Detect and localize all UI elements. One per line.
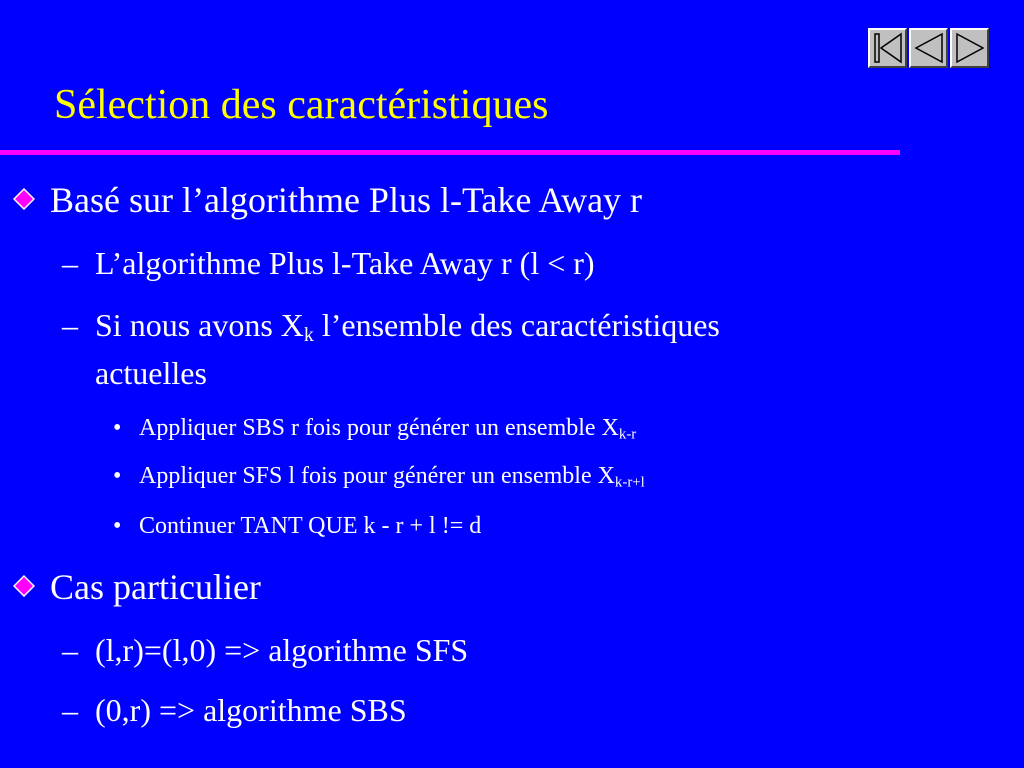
subscript: k-r [618,426,637,443]
bullet-level2-text: L’algorithme Plus l-Take Away r (l < r) [95,245,595,281]
dash-marker: – [62,307,78,343]
diamond-bullet-icon [13,575,35,597]
subscript: k [303,323,314,346]
dash-marker: – [62,245,78,281]
bullet-level3-text: Continuer TANT QUE k - r + l != d [139,513,482,539]
subscript: k-r+l [614,474,645,491]
dash-marker: – [62,692,78,728]
bullet-level2-continuation: actuelles [95,355,207,391]
dot-marker: • [113,513,122,539]
bullet-level2-text: (l,r)=(l,0) => algorithme SFS [95,632,469,668]
bullet-level3-text [139,415,637,443]
next-slide-icon [954,32,986,64]
text-segment: Appliquer SFS l fois pour générer un ensemble X [139,463,615,489]
bullet-level1-text: Cas particulier [50,567,261,607]
text-segment: Appliquer SBS r fois pour générer un ensemble X [139,415,619,441]
diamond-bullet-icon [13,188,35,210]
slide-title: Sélection des caractéristiques [54,82,549,128]
first-slide-button[interactable] [868,28,907,68]
bullet-level1-text: Basé sur l’algorithme Plus l-Take Away r [50,180,643,220]
text-segment: Si nous avons X [95,307,304,343]
first-slide-icon [872,32,904,64]
bullet-level2-text [95,307,720,346]
slide-navigation [868,28,989,68]
dash-marker: – [62,632,78,668]
bullet-level2-text: (0,r) => algorithme SBS [95,692,407,728]
previous-slide-button[interactable] [909,28,948,68]
text-segment: l’ensemble des caractéristiques [313,307,720,343]
previous-slide-icon [913,32,945,64]
dot-marker: • [113,415,122,441]
bullet-level3-text [139,463,645,491]
title-divider [0,150,900,155]
next-slide-button[interactable] [950,28,989,68]
dot-marker: • [113,463,122,489]
